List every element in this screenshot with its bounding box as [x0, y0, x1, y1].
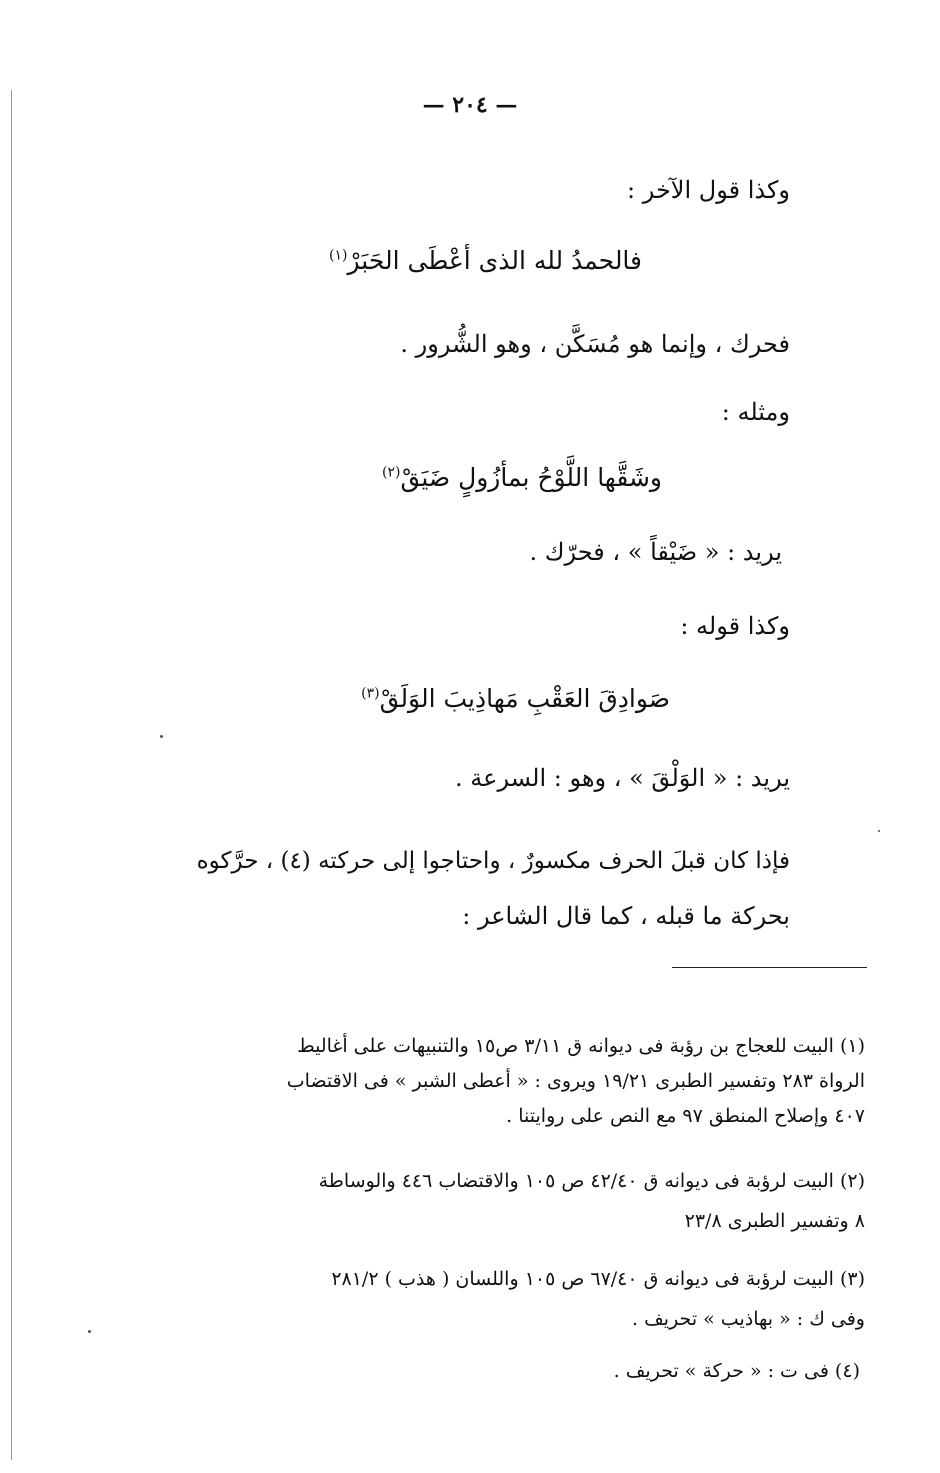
scan-speck	[878, 830, 880, 832]
footnote-1	[287, 1035, 865, 1140]
paragraph-line-1: فإذا كان قبلَ الحرف مكسورٌ ، واحتاجوا إلى حركته (٤) ، حرَّكوه	[196, 848, 790, 874]
explanation-2: يريد : « ضَيْقاً » ، فحرّك .	[529, 538, 782, 566]
verse-2	[382, 463, 662, 492]
verse-3-footnote-ref: (٣)	[361, 685, 380, 702]
explanation-1: فحرك ، وإنما هو مُسَكَّن ، وهو الشُّرور .	[400, 330, 790, 358]
verse-3	[361, 684, 670, 713]
verse-2-text: وشَقَّها اللَّوْحُ بمأزُولٍ ضَيَقْ	[400, 463, 662, 492]
verse-1	[329, 246, 642, 275]
footnote-4	[614, 1360, 860, 1382]
verse-1-footnote-ref: (١)	[329, 247, 348, 264]
footnote-3	[331, 1268, 865, 1343]
footnote-2	[319, 1170, 865, 1245]
footnote-2-line: (٢) البيت لرؤبة فى ديوانه ق ٤٢/٤٠ ص ١٠٥ والاقتضاب ٤٤٦ والوساطة	[318, 1170, 865, 1192]
intro-line-1: وكذا قول الآخر :	[627, 176, 790, 204]
footnote-4-line: (٤) فى ت : « حركة » تحريف .	[613, 1360, 860, 1382]
footnote-1-line: ٤٠٧ وإصلاح المنطق ٩٧ مع النص على روايتنا .	[506, 1105, 865, 1127]
paragraph-line-2: بحركة ما قبله ، كما قال الشاعر :	[462, 902, 790, 930]
page-number: — ٢٠٤ —	[422, 92, 518, 118]
scan-speck	[88, 1330, 91, 1333]
intro-line-2: ومثله :	[721, 398, 790, 426]
footnote-1-line: الرواة ٢٨٣ وتفسير الطبرى ١٩/٢١ ويروى : « أعطى الشبر » فى الاقتضاب	[286, 1070, 865, 1092]
intro-line-3: وكذا قوله :	[680, 612, 790, 640]
page-edge-line	[11, 90, 12, 1460]
scan-speck	[160, 735, 163, 738]
explanation-3: يريد : « الوَلْقَ » ، وهو : السرعة .	[455, 764, 790, 792]
footnote-separator	[672, 967, 867, 968]
verse-1-text: فالحمدُ لله الذى أعْطَى الحَبَرْ	[347, 246, 642, 275]
footnote-3-line: وفى ك : « بهاذيب » تحريف .	[632, 1308, 865, 1330]
verse-2-footnote-ref: (٢)	[382, 464, 401, 481]
verse-3-text: صَوادِقَ العَقْبِ مَهاذِيبَ الوَلَقْ	[379, 684, 670, 713]
footnote-2-line: ٨ وتفسير الطبرى ٢٣/٨	[684, 1210, 865, 1232]
footnote-1-line: (١) البيت للعجاج بن رؤبة فى ديوانه ق ٣/١١ ص١٥ والتنبيهات على أغاليط	[297, 1035, 865, 1057]
footnote-3-line: (٣) البيت لرؤبة فى ديوانه ق ٦٧/٤٠ ص ١٠٥ واللسان ( هذب ) ٢٨١/٢	[331, 1268, 865, 1290]
